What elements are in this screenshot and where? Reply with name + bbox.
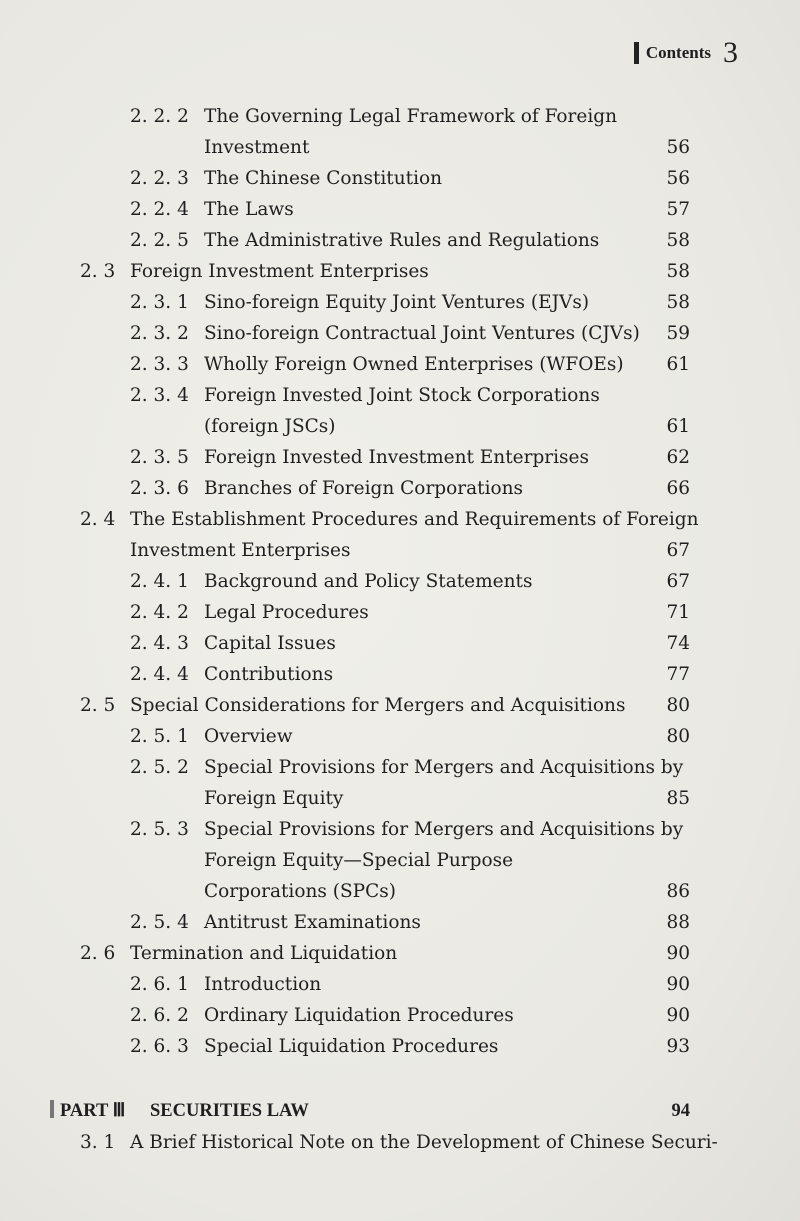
toc-entry <box>0 783 800 814</box>
toc-entry-title: Investment <box>204 137 310 158</box>
toc-entry-page: 93 <box>666 1036 690 1057</box>
toc-entry-number: 2. 2. 4 <box>130 199 189 220</box>
toc-entry-number: 2. 4. 3 <box>130 633 189 654</box>
running-header <box>634 38 738 68</box>
table-of-contents <box>0 101 800 1158</box>
toc-entry-title: Introduction <box>204 974 322 995</box>
toc-entry-title: Foreign Invested Investment Enterprises <box>204 447 589 468</box>
toc-entry-number: 2. 3. 3 <box>130 354 189 375</box>
toc-entry-page: 58 <box>666 292 690 313</box>
toc-entry-page: 90 <box>666 1005 690 1026</box>
toc-entry-number: 2. 6. 2 <box>130 1005 189 1026</box>
toc-entry-title: The Establishment Procedures and Requirements of Foreign <box>130 509 699 530</box>
part-page: 94 <box>671 1101 690 1121</box>
toc-entry-title: Capital Issues <box>204 633 336 654</box>
toc-entry-title: Background and Policy Statements <box>204 571 533 592</box>
toc-entry-title: Foreign Equity <box>204 788 344 809</box>
toc-entry-number: 2. 5 <box>80 695 116 716</box>
toc-entry-title: (foreign JSCs) <box>204 416 336 437</box>
toc-entry-title: Special Provisions for Mergers and Acquisitions by <box>204 757 684 778</box>
toc-entry-number: 2. 2. 5 <box>130 230 189 251</box>
toc-entry-page: 57 <box>666 199 690 220</box>
part-title: SECURITIES LAW <box>150 1101 309 1121</box>
toc-entry-number: 2. 4. 1 <box>130 571 189 592</box>
toc-entry-number: 2. 2. 3 <box>130 168 189 189</box>
toc-entry <box>0 194 800 225</box>
toc-entry <box>0 411 800 442</box>
toc-entry-page: 90 <box>666 974 690 995</box>
toc-entry <box>0 287 800 318</box>
toc-entry-number: 2. 6 <box>80 943 116 964</box>
toc-entry-title: Foreign Invested Joint Stock Corporations <box>204 385 600 406</box>
toc-entry <box>0 597 800 628</box>
toc-entry-title: Special Liquidation Procedures <box>204 1036 499 1057</box>
toc-entry-page: 80 <box>666 695 690 716</box>
toc-entry <box>0 969 800 1000</box>
toc-entry-page: 56 <box>666 168 690 189</box>
part-bar <box>50 1100 54 1118</box>
toc-entry <box>0 380 800 411</box>
toc-entry-title: A Brief Historical Note on the Development of Chinese Securi- <box>130 1132 718 1153</box>
toc-entry <box>0 163 800 194</box>
toc-entry-page: 56 <box>666 137 690 158</box>
toc-entry-title: Wholly Foreign Owned Enterprises (WFOEs) <box>204 354 624 375</box>
toc-entry <box>0 659 800 690</box>
toc-entry <box>0 721 800 752</box>
toc-entry-title: The Chinese Constitution <box>204 168 443 189</box>
toc-entry-title: Termination and Liquidation <box>130 943 398 964</box>
toc-entry-page: 59 <box>666 323 690 344</box>
toc-entry-page: 67 <box>666 540 690 561</box>
toc-entry-number: 2. 4 <box>80 509 116 530</box>
toc-entry-number: 2. 6. 3 <box>130 1036 189 1057</box>
toc-entry-title: Ordinary Liquidation Procedures <box>204 1005 514 1026</box>
toc-entry-page: 77 <box>666 664 690 685</box>
toc-entry <box>0 1127 800 1158</box>
toc-entry-page: 74 <box>666 633 690 654</box>
toc-entry-number: 2. 4. 2 <box>130 602 189 623</box>
toc-entry-title: Foreign Equity—Special Purpose <box>204 850 514 871</box>
toc-entry <box>0 628 800 659</box>
toc-entry-number: 3. 1 <box>80 1132 116 1153</box>
toc-entry-title: Contributions <box>204 664 334 685</box>
toc-entry <box>0 690 800 721</box>
section-gap <box>0 1062 800 1096</box>
toc-entry-title: Branches of Foreign Corporations <box>204 478 524 499</box>
toc-entry-number: 2. 3. 1 <box>130 292 189 313</box>
toc-entry-title: Overview <box>204 726 293 747</box>
toc-entry-page: 58 <box>666 230 690 251</box>
toc-entry-number: 2. 5. 1 <box>130 726 189 747</box>
toc-entry-title: Sino-foreign Contractual Joint Ventures (CJVs) <box>204 323 640 344</box>
toc-entry-page: 88 <box>666 912 690 933</box>
toc-entry <box>0 318 800 349</box>
toc-entry <box>0 101 800 132</box>
toc-entry-title: Corporations (SPCs) <box>204 881 396 902</box>
toc-entry-title: Antitrust Examinations <box>204 912 421 933</box>
toc-entry-title: The Laws <box>204 199 294 220</box>
toc-entry-number: 2. 3. 4 <box>130 385 189 406</box>
toc-entry <box>0 752 800 783</box>
toc-entry-title: Special Provisions for Mergers and Acquisitions by <box>204 819 684 840</box>
toc-entry-page: 71 <box>666 602 690 623</box>
toc-entry-number: 2. 5. 3 <box>130 819 189 840</box>
toc-entry-page: 61 <box>666 416 690 437</box>
toc-entry-page: 86 <box>666 881 690 902</box>
part-heading <box>0 1096 800 1127</box>
toc-entry-number: 2. 2. 2 <box>130 106 189 127</box>
toc-entry-page: 58 <box>666 261 690 282</box>
toc-entry <box>0 132 800 163</box>
toc-entry-number: 2. 6. 1 <box>130 974 189 995</box>
toc-entry-number: 2. 3. 6 <box>130 478 189 499</box>
toc-entry <box>0 814 800 845</box>
toc-entry-page: 66 <box>666 478 690 499</box>
toc-entry <box>0 349 800 380</box>
toc-entry-title: Special Considerations for Mergers and Acquisitions <box>130 695 626 716</box>
toc-entry-number: 2. 3. 2 <box>130 323 189 344</box>
toc-entry-title: The Administrative Rules and Regulations <box>204 230 600 251</box>
toc-entry-number: 2. 3 <box>80 261 116 282</box>
toc-entry <box>0 566 800 597</box>
header-page-number: 3 <box>723 36 738 69</box>
toc-entry <box>0 938 800 969</box>
toc-entry <box>0 845 800 876</box>
toc-entry-page: 61 <box>666 354 690 375</box>
toc-entry-page: 90 <box>666 943 690 964</box>
part-number <box>50 1096 125 1127</box>
toc-entry-title: Investment Enterprises <box>130 540 351 561</box>
toc-entry-page: 85 <box>666 788 690 809</box>
part-number-text: PART Ⅲ <box>60 1101 126 1121</box>
toc-entry <box>0 442 800 473</box>
toc-entry <box>0 1031 800 1062</box>
toc-entry <box>0 907 800 938</box>
toc-entry <box>0 504 800 535</box>
toc-entry <box>0 225 800 256</box>
toc-entry-number: 2. 5. 2 <box>130 757 189 778</box>
toc-entry-title: The Governing Legal Framework of Foreign <box>204 106 618 127</box>
toc-entry-page: 62 <box>666 447 690 468</box>
header-bar <box>634 42 639 64</box>
toc-entry <box>0 473 800 504</box>
header-label: Contents <box>645 43 711 62</box>
toc-entry-page: 67 <box>666 571 690 592</box>
toc-entry <box>0 1000 800 1031</box>
toc-entry <box>0 876 800 907</box>
toc-entry <box>0 256 800 287</box>
toc-entry-title: Legal Procedures <box>204 602 369 623</box>
toc-entry-title: Foreign Investment Enterprises <box>130 261 429 282</box>
toc-entry-number: 2. 4. 4 <box>130 664 189 685</box>
toc-entry-number: 2. 5. 4 <box>130 912 189 933</box>
toc-entry-title: Sino-foreign Equity Joint Ventures (EJVs) <box>204 292 590 313</box>
toc-entry <box>0 535 800 566</box>
toc-entry-page: 80 <box>666 726 690 747</box>
toc-entry-number: 2. 3. 5 <box>130 447 189 468</box>
